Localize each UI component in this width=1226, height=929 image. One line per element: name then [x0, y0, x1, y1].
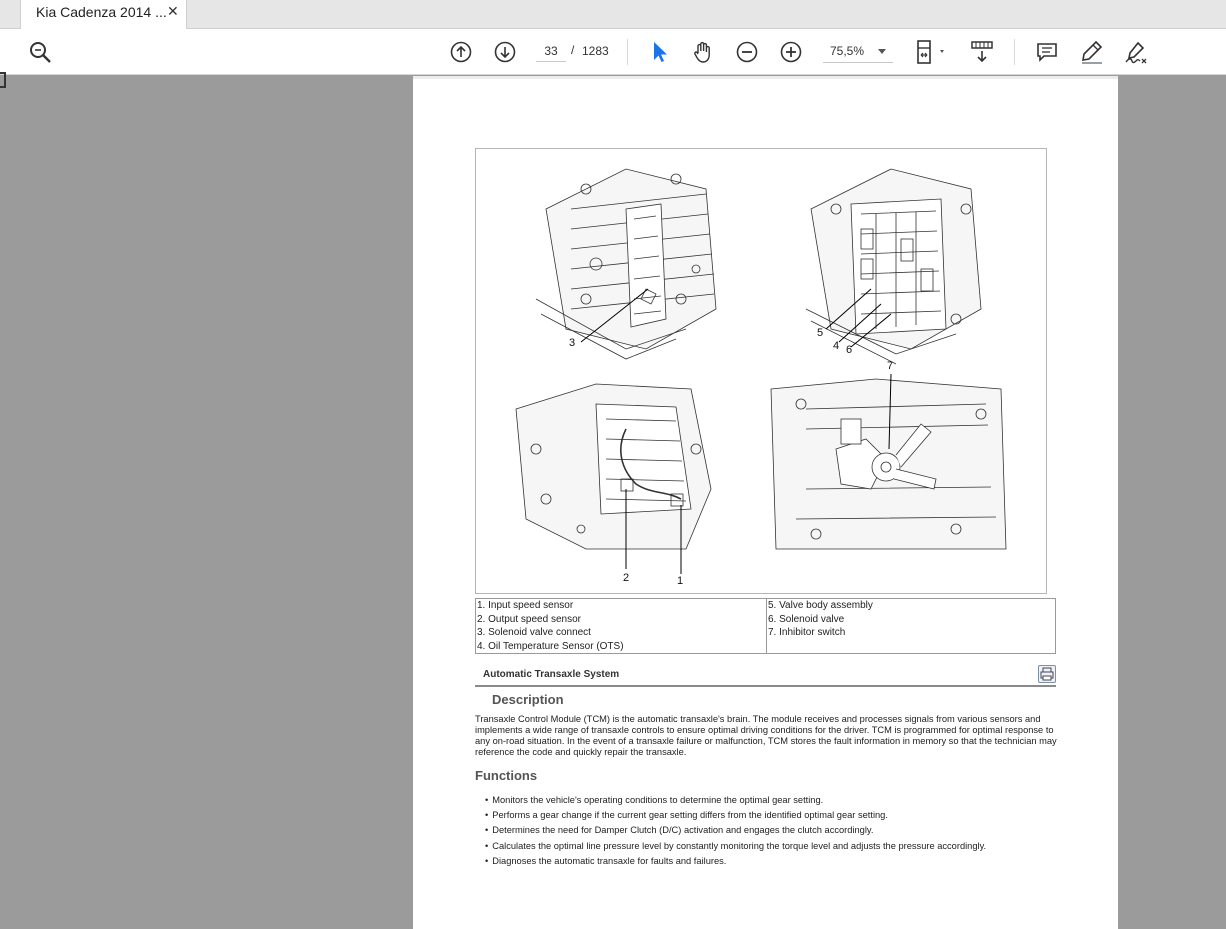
legend-table	[475, 598, 1056, 654]
callout-1: 1	[677, 575, 684, 587]
legend-item: 4. Oil Temperature Sensor (OTS)	[477, 640, 624, 652]
pdf-page	[413, 76, 1118, 929]
page-total: 1283	[582, 44, 609, 58]
legend-item: 7. Inhibitor switch	[768, 627, 846, 638]
zoom-in-button[interactable]	[778, 29, 804, 75]
zoom-out-button[interactable]	[734, 29, 760, 75]
list-item: • Determines the need for Damper Clutch (D/C) activation and engages the clutch accordingly.	[485, 823, 1045, 838]
toolbar-divider	[627, 39, 628, 65]
section-divider	[475, 685, 1056, 687]
valve-body-view-1	[536, 169, 716, 359]
list-item: • Performs a gear change if the current gear setting differs from the identified optimal gear setting.	[485, 808, 1045, 823]
functions-heading: Functions	[475, 768, 538, 783]
scroll-mode-icon	[969, 39, 995, 65]
list-item: • Diagnoses the automatic transaxle for faults and failures.	[485, 854, 1045, 869]
zoom-level-dropdown[interactable]	[823, 39, 893, 63]
legend-item: 6. Solenoid valve	[768, 613, 845, 625]
search-button[interactable]	[26, 29, 54, 75]
callout-5: 5	[817, 327, 824, 339]
partial-tool-icon[interactable]	[0, 72, 6, 88]
plus-circle-icon	[780, 41, 802, 63]
callout-3: 3	[569, 337, 576, 349]
signature-pen-icon	[1123, 39, 1149, 65]
arrow-down-circle-icon	[494, 41, 516, 63]
scroll-mode-button[interactable]	[968, 29, 996, 75]
previous-page-button[interactable]	[448, 29, 474, 75]
callout-6: 6	[846, 344, 853, 356]
description-heading: Description	[492, 692, 564, 707]
page-number-input[interactable]	[536, 40, 566, 62]
tab-bar	[0, 0, 1226, 29]
legend-item: 5. Valve body assembly	[768, 600, 873, 611]
list-item: • Monitors the vehicle's operating conditions to determine the optimal gear setting.	[485, 793, 1045, 808]
comment-button[interactable]	[1034, 29, 1060, 75]
hand-tool-button[interactable]	[690, 29, 716, 75]
toolbar	[0, 29, 1226, 75]
functions-list	[485, 793, 1045, 869]
next-page-button[interactable]	[492, 29, 518, 75]
print-icon[interactable]	[1038, 665, 1056, 683]
select-tool-button[interactable]	[648, 29, 672, 75]
comment-icon	[1036, 41, 1058, 63]
document-tab[interactable]	[20, 0, 187, 29]
legend-item: 3. Solenoid valve connect	[477, 627, 591, 638]
callout-7: 7	[887, 360, 894, 372]
callout-4: 4	[833, 340, 840, 352]
tab-title: Kia Cadenza 2014 ...	[36, 4, 167, 20]
fit-page-button[interactable]	[912, 29, 950, 75]
chevron-down-icon	[878, 49, 886, 54]
arrow-up-circle-icon	[450, 41, 472, 63]
minus-circle-icon	[736, 41, 758, 63]
valve-body-view-2	[806, 169, 981, 364]
page-separator: /	[571, 43, 575, 57]
legend-item: 1. Input speed sensor	[477, 600, 574, 611]
callout-2: 2	[623, 572, 630, 584]
close-icon[interactable]: ✕	[167, 3, 179, 19]
legend-item: 2. Output speed sensor	[477, 613, 581, 625]
sign-button[interactable]	[1122, 29, 1150, 75]
highlight-button[interactable]	[1078, 29, 1106, 75]
fit-page-icon	[913, 39, 949, 65]
page-top-edge	[413, 76, 1118, 79]
input-output-sensor-view	[516, 384, 711, 574]
description-text: Transaxle Control Module (TCM) is the automatic transaxle's brain. The module receives and processes signals from various sensors and implements a wide range of transaxle controls to ensure optimal driving conditions for the driver. TCM is programmed for optimal response to any on-road situation. In the event of a transaxle failure or malfunction, TCM stores the fault information in memory so that the technician may reference the code and quickly repair the transaxle.	[475, 714, 1057, 757]
list-item: • Calculates the optimal line pressure level by constantly monitoring the torque level and adjusts the pressure accordingly.	[485, 839, 1045, 854]
toolbar-divider	[1014, 39, 1015, 65]
inhibitor-switch-view	[771, 374, 1006, 549]
zoom-search-icon	[28, 40, 52, 64]
cursor-arrow-icon	[651, 40, 669, 64]
printer-glyph	[1039, 666, 1055, 682]
zoom-level-value: 75,5%	[830, 44, 865, 58]
section-title: Automatic Transaxle System	[483, 669, 620, 680]
legend-column-left	[476, 599, 767, 653]
transaxle-illustration	[476, 149, 1046, 593]
hand-icon	[691, 40, 715, 64]
legend-column-right	[767, 599, 1055, 653]
transaxle-component-diagram	[475, 148, 1047, 594]
pen-highlight-icon	[1079, 39, 1105, 65]
